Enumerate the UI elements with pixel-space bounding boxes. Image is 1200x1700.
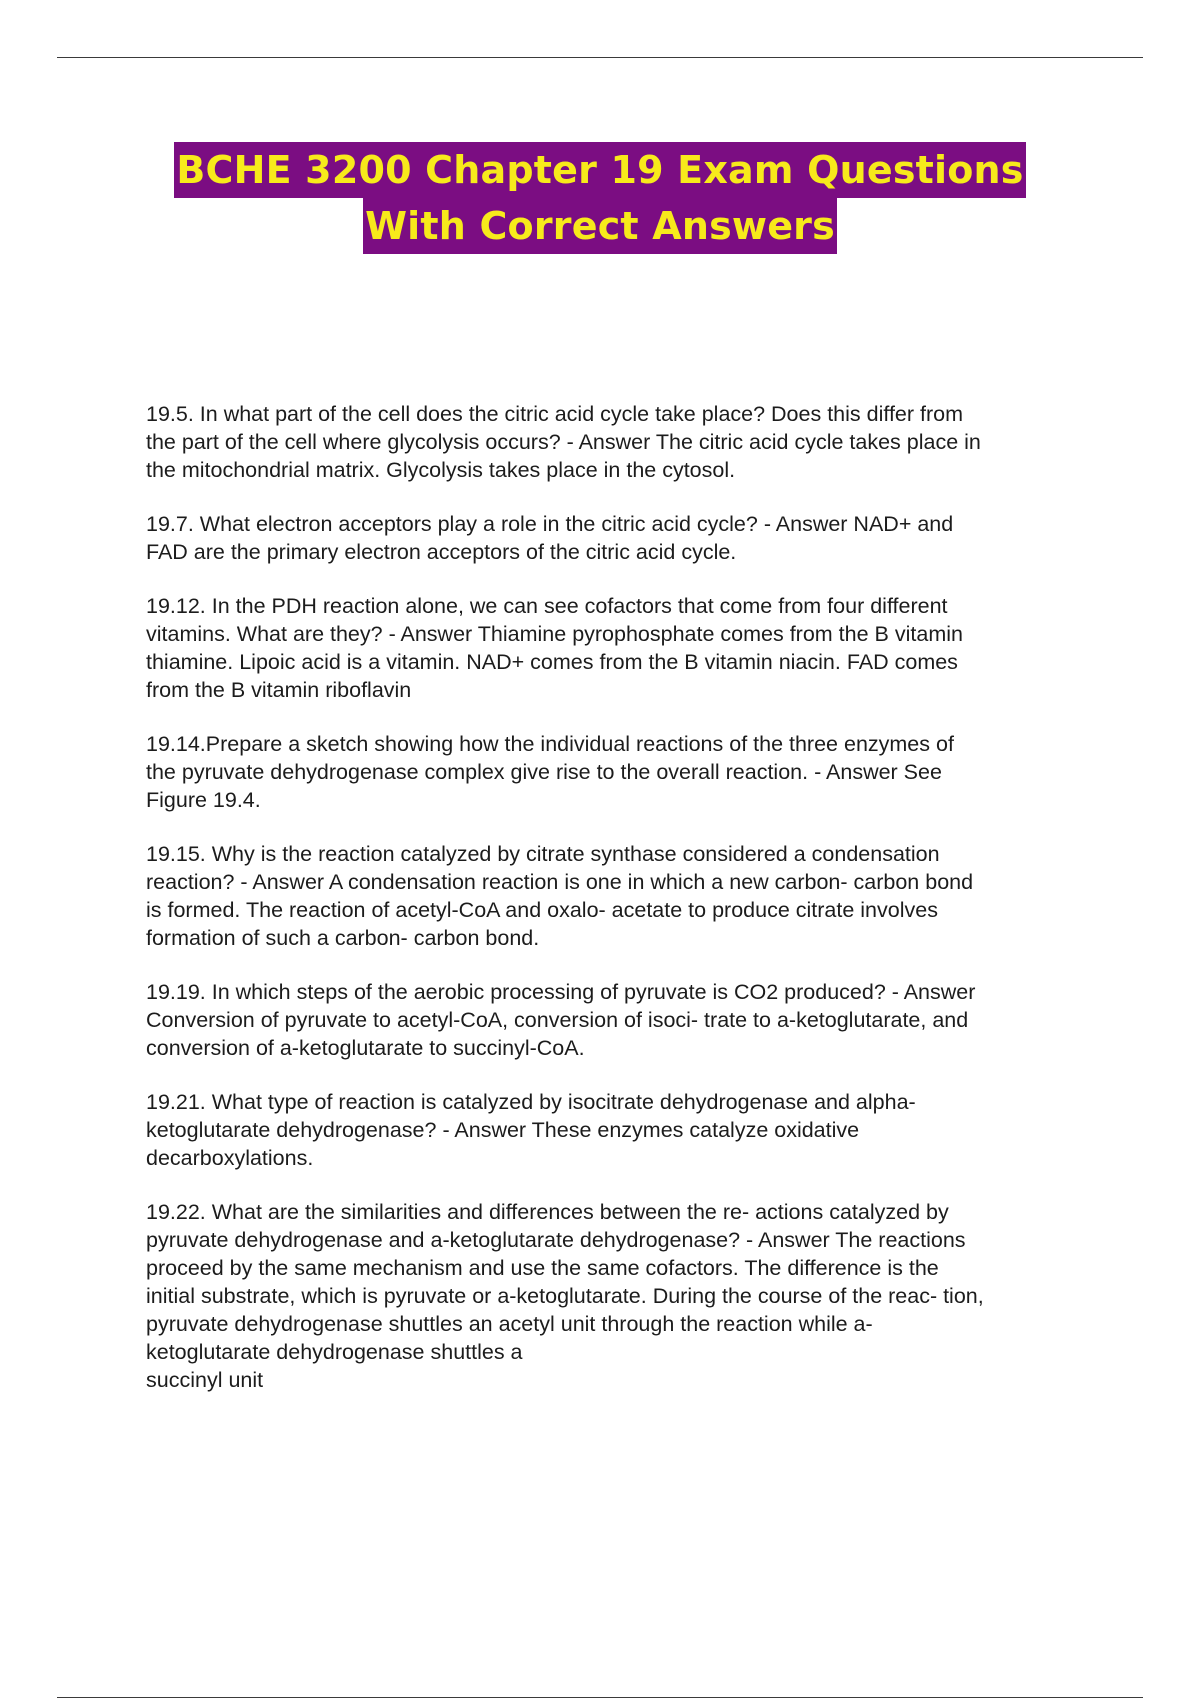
question-list bbox=[146, 400, 1096, 1420]
question-19-12: 19.12. In the PDH reaction alone, we can see cofactors that come from four different vitamins. What are they? - Answer Thiamine pyrophosphate comes from the B vitamin thiamine. Lipoic acid is a vitamin. NAD+ comes from the B vitamin niacin. FAD comes from the B vitamin riboflavin bbox=[146, 594, 963, 702]
bottom-rule bbox=[57, 1697, 1143, 1698]
question-19-5: 19.5. In what part of the cell does the citric acid cycle take place? Does this differ from the part of the cell where glycolysis occurs? - Answer The citric acid cycle takes place in the mitochondrial matrix. Glycolysis takes place in the cytosol. bbox=[146, 402, 981, 482]
document-title bbox=[0, 142, 1200, 254]
question-19-15: 19.15. Why is the reaction catalyzed by citrate synthase considered a condensation reaction? - Answer A condensation reaction is one in which a new carbon- carbon bond is formed. The reaction of acetyl-CoA and oxalo- acetate to produce citrate involves formation of such a carbon- carbon bond. bbox=[146, 842, 974, 950]
question-19-22: 19.22. What are the similarities and differences between the re- actions catalyzed by pyruvate dehydrogenase and a-ketoglutarate dehydrogenase? - Answer The reactions proceed by the same mechanism and use the same cofactors. The difference is the initial substrate, which is pyruvate or a-ketoglutarate. During the course of the reac- tion, pyruvate dehydrogenase shuttles an acetyl unit through the reaction while a- ketoglutarate dehydrogenase shuttles a succinyl unit bbox=[146, 1200, 984, 1392]
top-rule bbox=[57, 57, 1143, 58]
question-19-7: 19.7. What electron acceptors play a role in the citric acid cycle? - Answer NAD+ and FAD are the primary electron acceptors of the citric acid cycle. bbox=[146, 512, 954, 564]
title-line-2: With Correct Answers bbox=[363, 198, 837, 254]
question-19-21: 19.21. What type of reaction is catalyzed by isocitrate dehydrogenase and alpha- ketoglutarate dehydrogenase? - Answer These enzymes catalyze oxidative decarboxylations. bbox=[146, 1090, 916, 1170]
question-19-14: 19.14.Prepare a sketch showing how the individual reactions of the three enzymes of the pyruvate dehydrogenase complex give rise to the overall reaction. - Answer See Figure 19.4. bbox=[146, 732, 954, 812]
title-line-1: BCHE 3200 Chapter 19 Exam Questions bbox=[174, 142, 1025, 198]
question-19-19: 19.19. In which steps of the aerobic processing of pyruvate is CO2 produced? - Answer Conversion of pyruvate to acetyl-CoA, conversion of isoci- trate to a-ketoglutarate, and conversion of a-ketoglutarate to succinyl-CoA. bbox=[146, 980, 976, 1060]
